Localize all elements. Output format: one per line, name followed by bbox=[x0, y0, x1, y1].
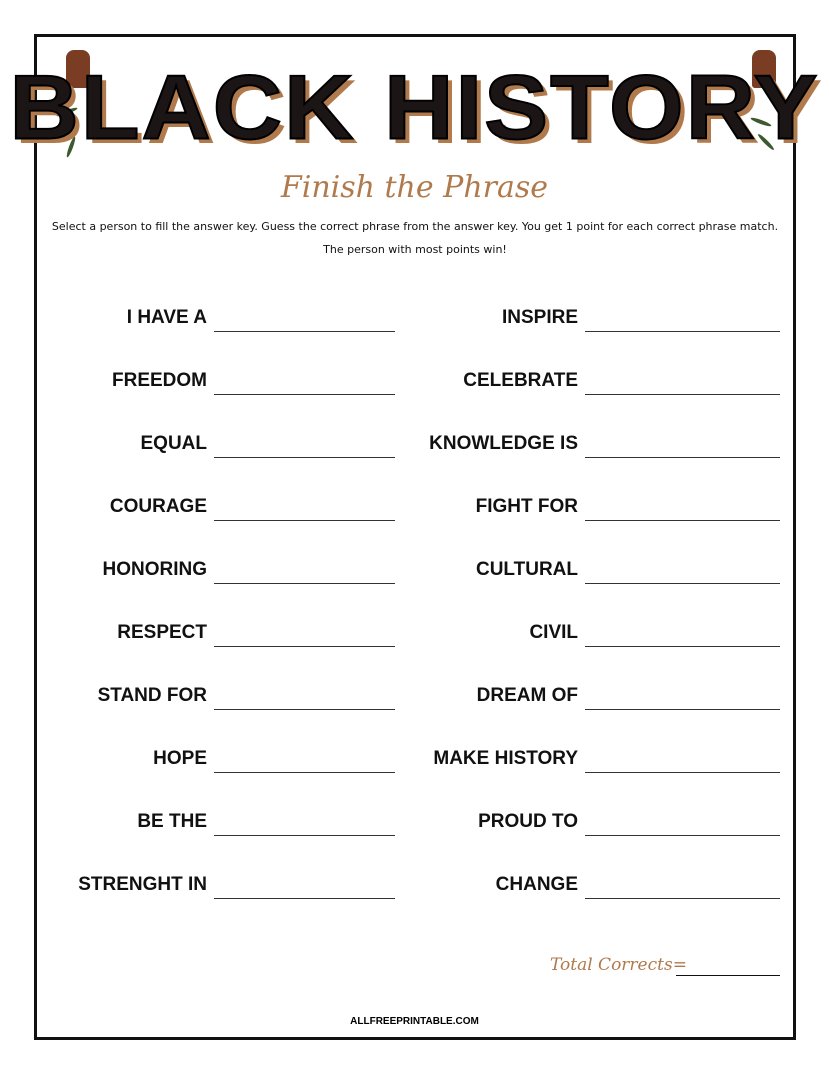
phrase-label: RESPECT bbox=[117, 622, 207, 643]
total-label: Total Corrects= bbox=[550, 955, 687, 975]
page-title: BLACK HISTORY bbox=[9, 56, 820, 159]
phrase-label: EQUAL bbox=[140, 433, 207, 454]
total-answer-line[interactable] bbox=[676, 975, 780, 976]
phrase-row bbox=[0, 496, 829, 526]
phrase-label: PROUD TO bbox=[478, 811, 578, 832]
instructions: The person with most points win! bbox=[323, 243, 507, 256]
phrase-row bbox=[0, 433, 829, 463]
phrase-label: CHANGE bbox=[495, 874, 578, 895]
phrase-label: HONORING bbox=[102, 559, 207, 580]
phrase-label: BE THE bbox=[137, 811, 207, 832]
phrase-label: MAKE HISTORY bbox=[433, 748, 578, 769]
phrase-row bbox=[0, 622, 829, 652]
phrase-row bbox=[0, 811, 829, 841]
phrase-row bbox=[0, 685, 829, 715]
answer-line[interactable] bbox=[585, 772, 780, 773]
phrase-label: STRENGHT IN bbox=[78, 874, 207, 895]
answer-line[interactable] bbox=[585, 898, 780, 899]
phrase-label: CIVIL bbox=[529, 622, 578, 643]
subtitle: Finish the Phrase bbox=[280, 170, 549, 205]
phrase-label: STAND FOR bbox=[97, 685, 207, 706]
answer-line[interactable] bbox=[585, 583, 780, 584]
answer-line[interactable] bbox=[585, 394, 780, 395]
answer-line[interactable] bbox=[585, 457, 780, 458]
phrase-label: CULTURAL bbox=[475, 559, 578, 580]
phrase-label: INSPIRE bbox=[501, 307, 578, 328]
phrase-label: FIGHT FOR bbox=[475, 496, 578, 517]
phrase-row bbox=[0, 559, 829, 589]
phrase-label: KNOWLEDGE IS bbox=[429, 433, 578, 454]
phrase-row bbox=[0, 307, 829, 337]
phrase-label: CELEBRATE bbox=[463, 370, 578, 391]
phrase-row bbox=[0, 874, 829, 904]
phrase-label: FREEDOM bbox=[112, 370, 207, 391]
phrase-label: I HAVE A bbox=[126, 307, 207, 328]
footer-site: ALLFREEPRINTABLE.COM bbox=[350, 1016, 479, 1027]
phrase-label: DREAM OF bbox=[476, 685, 578, 706]
answer-line[interactable] bbox=[585, 520, 780, 521]
answer-line[interactable] bbox=[585, 709, 780, 710]
answer-line[interactable] bbox=[585, 331, 780, 332]
phrase-row bbox=[0, 748, 829, 778]
answer-line[interactable] bbox=[585, 646, 780, 647]
phrase-label: COURAGE bbox=[109, 496, 207, 517]
instructions: Select a person to fill the answer key. Guess the correct phrase from the answer key. You get 1 point for each correct phrase match. bbox=[51, 220, 779, 233]
phrase-row bbox=[0, 370, 829, 400]
answer-line[interactable] bbox=[585, 835, 780, 836]
phrase-label: HOPE bbox=[153, 748, 207, 769]
